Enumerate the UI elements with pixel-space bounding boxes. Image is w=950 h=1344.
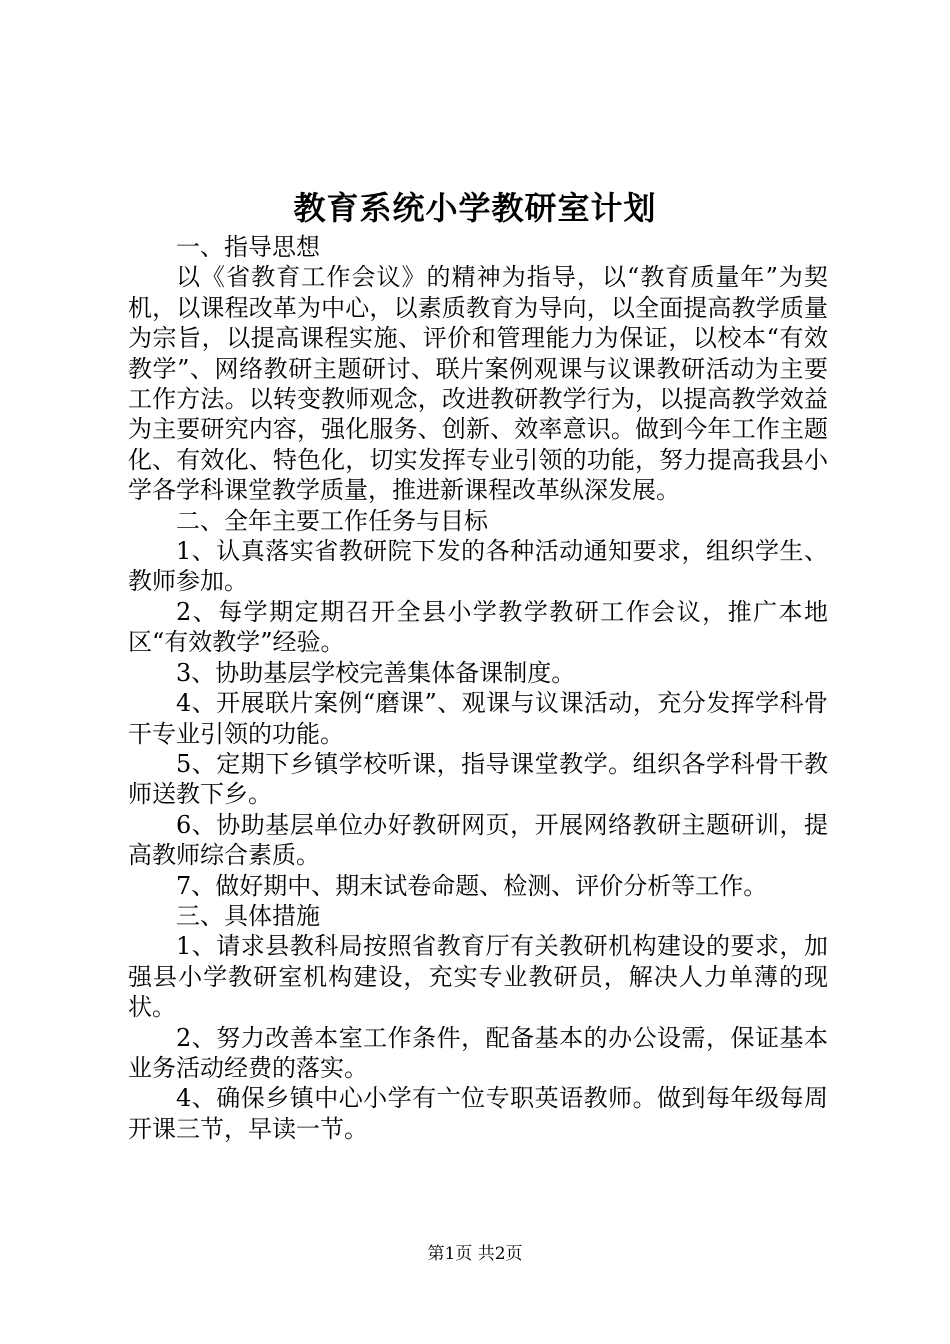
list-item: 1、认真落实省教研院下发的各种活动通知要求，组织学生、教师参加。 xyxy=(128,537,828,596)
list-item: 2、每学期定期召开全县小学教学教研工作会议，推广本地区“有效教学”经验。 xyxy=(128,597,828,657)
list-item: 2、努力改善本室工作条件，配备基本的办公设需，保证基本业务活动经费的落实。 xyxy=(128,1023,828,1082)
list-item: 4、开展联片案例“磨课”、观课与议课活动，充分发挥学科骨干专业引领的功能。 xyxy=(128,689,828,748)
list-item: 3、协助基层学校完善集体备课制度。 xyxy=(176,658,576,687)
list-item: 1、请求县教科局按照省教育厅有关教研机构建设的要求，加强县小学教研室机构建设，充实专业教研员，解决人力单薄的现状。 xyxy=(128,932,828,1022)
section-heading: 三、具体措施 xyxy=(176,901,320,930)
page-footer: 第1页 共2页 xyxy=(427,1244,523,1264)
list-item: 7、做好期中、期末试卷命题、检测、评价分析等工作。 xyxy=(176,871,768,900)
document-title: 教育系统小学教研室计划 xyxy=(293,189,657,227)
list-item: 5、定期下乡镇学校听课，指导课堂教学。组织各学科骨干教师送教下乡。 xyxy=(128,749,828,809)
paragraph: 以《省教育工作会议》的精神为指导，以“教育质量年”为契机，以课程改革为中心，以素质教育为导向，以全面提高教学质量为宗旨，以提高课程实施、评价和管理能力为保证，以校本“有效教学”、网络教研主题研讨、联片案例观课与议课教研活动为主要工作方法。以转变教师观念，改进教研教学行为，以提高教学效益为主要研究内容，强化服务、创新、效率意识。做到今年工作主题化、有效化、特色化，切实发挥专业引领的功能，努力提高我县小学各学科课堂教学质量，推进新课程改革纵深发展。 xyxy=(128,263,828,505)
list-item: 4、确保乡镇中心小学有亠位专职英语教师。做到每年级每周开课三节，早读一节。 xyxy=(128,1084,828,1143)
section-heading: 一、指导思想 xyxy=(176,233,320,261)
document-body xyxy=(128,232,828,1144)
list-item: 6、协助基层单位办好教研网页，开展网络教研主题研训，提高教师综合素质。 xyxy=(128,810,828,870)
section-heading: 二、全年主要工作任务与目标 xyxy=(176,506,488,535)
